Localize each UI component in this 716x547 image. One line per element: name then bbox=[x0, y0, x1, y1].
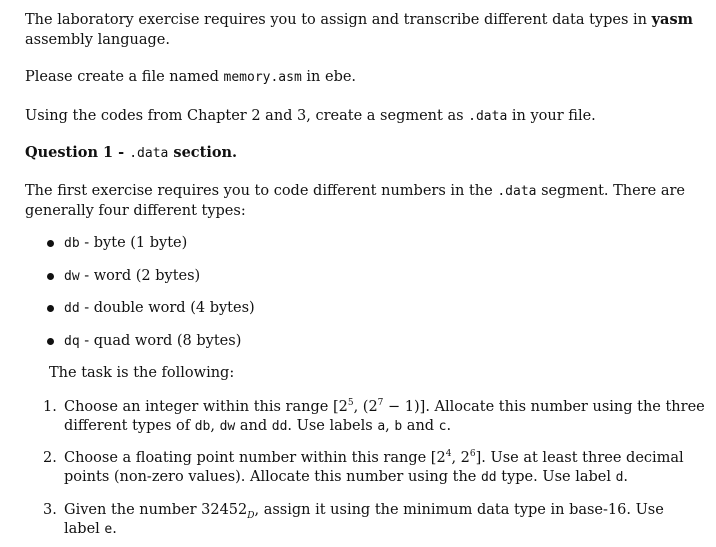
task-2-line-1: Choose a floating point number within this range [$2^4$, $2^6$]. Use at least three decimal bbox=[64, 449, 684, 466]
list-item: db - byte (1 byte) bbox=[64, 235, 188, 251]
task-number: 2. bbox=[43, 450, 57, 466]
list-item: dq - quad word (8 bytes) bbox=[64, 333, 242, 349]
segment-instruction: Using the codes from Chapter 2 and 3, create a segment as .data in your file. bbox=[25, 108, 596, 124]
task-2-line-2: points (non-zero values). Allocate this number using the dd type. Use label d. bbox=[64, 469, 629, 485]
intro-line-1 bbox=[25, 10, 693, 30]
exercise-intro-line-2: generally four different types: bbox=[25, 203, 246, 219]
bullet-icon bbox=[47, 305, 54, 312]
task-1-line-1: Choose an integer within this range [$2^5$, $(2^7 - 1)$]. Allocate this number using the three bbox=[64, 398, 705, 415]
bullet-icon bbox=[47, 240, 54, 247]
list-item: dd - double word (4 bytes) bbox=[64, 300, 255, 316]
intro-text: The laboratory exercise requires you to assign and transcribe different data types in bbox=[25, 12, 652, 28]
yasm-keyword: yasm bbox=[651, 11, 693, 28]
task-number: 3. bbox=[43, 502, 57, 518]
list-item: dw - word (2 bytes) bbox=[64, 268, 201, 284]
intro-line-2: assembly language. bbox=[25, 32, 170, 48]
task-1-line-2: different types of db, dw and dd. Use labels a, b and c. bbox=[64, 418, 452, 434]
task-3-line-1: Given the number $32452_D$, assign it using the minimum data type in base-16. Use bbox=[64, 502, 664, 521]
filename: memory.asm bbox=[223, 70, 302, 85]
task-intro: The task is the following: bbox=[49, 365, 235, 381]
segment-name: .data bbox=[468, 109, 508, 124]
task-number: 1. bbox=[43, 399, 57, 415]
bullet-icon bbox=[47, 338, 54, 345]
bullet-icon bbox=[47, 273, 54, 280]
exercise-intro-line-1: The first exercise requires you to code different numbers in the .data segment. There are bbox=[25, 183, 685, 199]
task-3-line-2: label e. bbox=[64, 521, 117, 537]
file-instruction: Please create a file named memory.asm in ebe. bbox=[25, 69, 357, 85]
question-heading: Question 1 - .data section. bbox=[25, 144, 238, 161]
